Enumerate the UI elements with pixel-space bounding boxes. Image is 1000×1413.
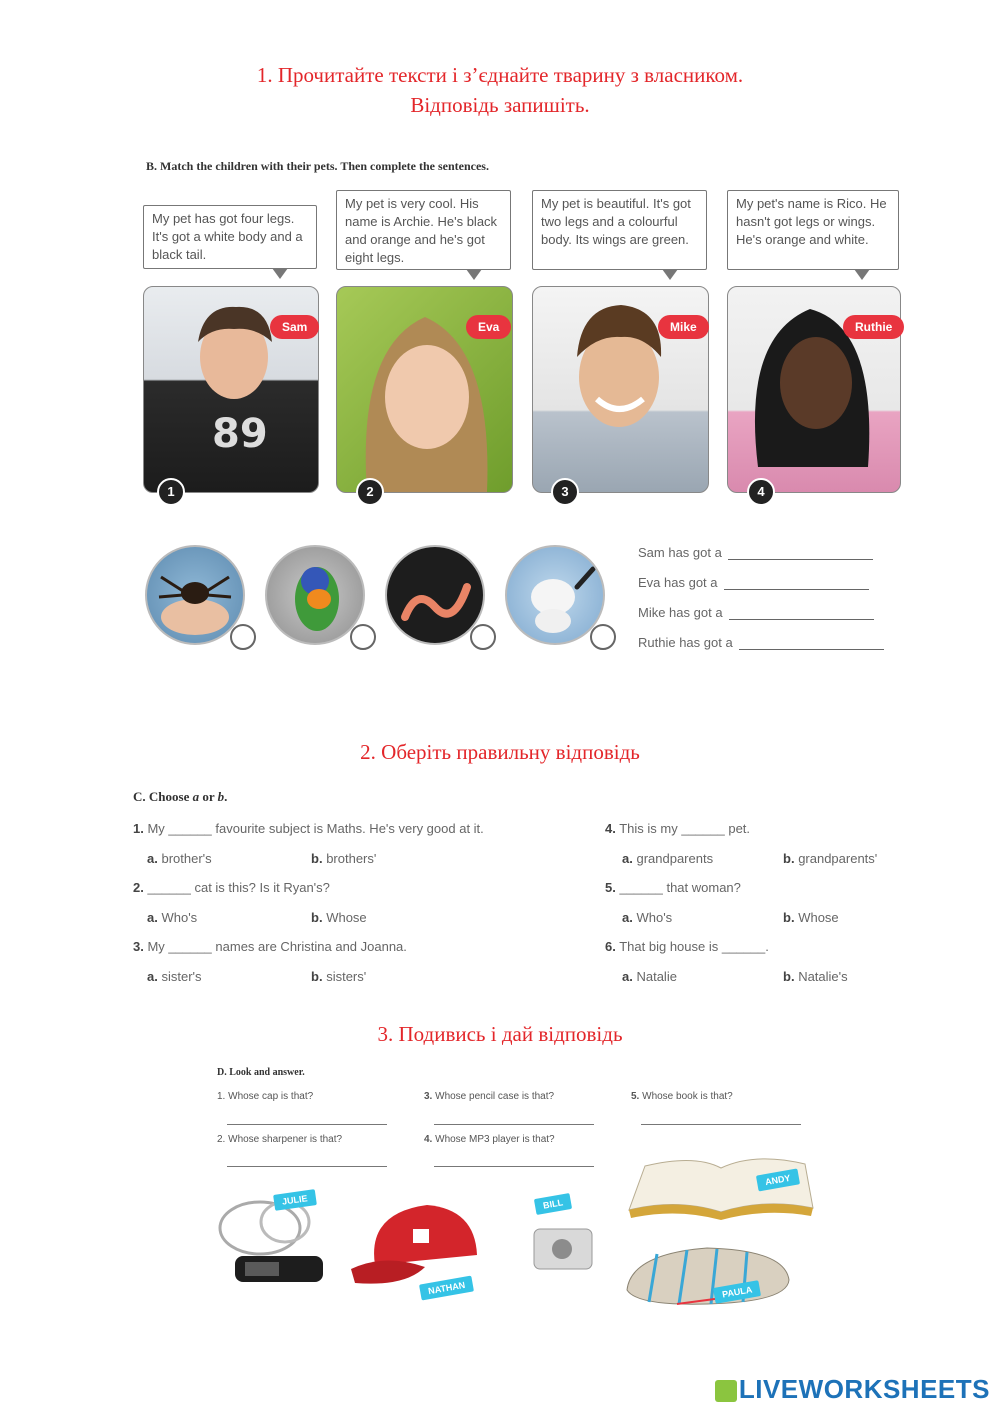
speech-bubble-mike: My pet is beautiful. It's got two legs and a colourful body. Its wings are green. xyxy=(532,190,707,270)
answer-blank-2[interactable] xyxy=(724,577,869,590)
name-tag-mike: Mike xyxy=(658,315,709,339)
look-answer-line-3[interactable] xyxy=(434,1124,594,1125)
answer-circle-dog[interactable] xyxy=(590,624,616,650)
number-badge-2: 2 xyxy=(356,478,384,506)
logo-mark-icon xyxy=(715,1380,737,1402)
question-3: 3. My ______ names are Christina and Joanna. xyxy=(133,939,407,954)
look-answer-line-1[interactable] xyxy=(227,1124,387,1125)
dog-icon xyxy=(507,547,603,643)
look-question-3: 3. Whose pencil case is that? xyxy=(424,1091,555,1102)
option-4a[interactable]: a. grandparents xyxy=(622,851,714,866)
name-tag-ruthie: Ruthie xyxy=(843,315,904,339)
parrot-icon xyxy=(267,547,363,643)
task3-title: 3. Подивись і дай відповідь xyxy=(377,1022,623,1046)
answer-blank-4[interactable] xyxy=(739,637,884,650)
question-2: 2. ______ cat is this? Is it Ryan's? xyxy=(133,880,330,895)
spider-icon xyxy=(147,547,243,643)
owner-tag-bill: BILL xyxy=(534,1193,572,1215)
speech-bubble-sam: My pet has got four legs. It's got a white body and a black tail. xyxy=(143,205,317,269)
option-2a[interactable]: a. Who's xyxy=(147,910,198,925)
option-5a[interactable]: a. Who's xyxy=(622,910,673,925)
sentence-3: Mike has got a xyxy=(638,605,874,620)
number-badge-3: 3 xyxy=(551,478,579,506)
speech-bubble-eva: My pet is very cool. His name is Archie. He's black and orange and he's got eight legs. xyxy=(336,190,511,270)
look-question-2: 2. Whose sharpener is that? xyxy=(217,1134,343,1145)
answer-circle-parrot[interactable] xyxy=(350,624,376,650)
option-3a[interactable]: a. sister's xyxy=(147,969,202,984)
number-badge-4: 4 xyxy=(747,478,775,506)
question-6: 6. That big house is ______. xyxy=(605,939,769,954)
option-6a[interactable]: a. Natalie xyxy=(622,969,677,984)
sentence-2: Eva has got a xyxy=(638,575,869,590)
sentence-1: Sam has got a xyxy=(638,545,873,560)
option-1b[interactable]: b. brothers' xyxy=(311,851,377,866)
owner-tag-julie: JULIE xyxy=(273,1189,316,1211)
pencil-case-icon xyxy=(617,1240,797,1310)
owner-tag-paula: PAULA xyxy=(713,1280,761,1304)
number-badge-1: 1 xyxy=(157,478,185,506)
task2-label: C. Choose a or b. xyxy=(133,789,228,804)
option-6b[interactable]: b. Natalie's xyxy=(783,969,848,984)
look-answer-line-4[interactable] xyxy=(434,1166,594,1167)
pet-snake xyxy=(385,545,485,645)
answer-circle-spider[interactable] xyxy=(230,624,256,650)
look-question-1: 1. Whose cap is that? xyxy=(217,1091,314,1102)
pet-parrot xyxy=(265,545,365,645)
look-answer-line-2[interactable] xyxy=(227,1166,387,1167)
speech-bubble-ruthie: My pet's name is Rico. He hasn't got legs or wings. He's orange and white. xyxy=(727,190,899,270)
task1-title-line2: Відповідь запишіть. xyxy=(410,93,590,117)
snake-icon xyxy=(387,547,483,643)
task3-label: D. Look and answer. xyxy=(217,1067,305,1078)
look-question-5: 5. Whose book is that? xyxy=(631,1091,733,1102)
look-answer-line-5[interactable] xyxy=(641,1124,801,1125)
option-4b[interactable]: b. grandparents' xyxy=(783,851,878,866)
option-3b[interactable]: b. sisters' xyxy=(311,969,367,984)
name-tag-eva: Eva xyxy=(466,315,511,339)
question-5: 5. ______ that woman? xyxy=(605,880,741,895)
option-1a[interactable]: a. brother's xyxy=(147,851,212,866)
option-5b[interactable]: b. Whose xyxy=(783,910,839,925)
answer-blank-1[interactable] xyxy=(728,547,873,560)
answer-circle-snake[interactable] xyxy=(470,624,496,650)
look-question-4: 4. Whose MP3 player is that? xyxy=(424,1134,555,1145)
option-2b[interactable]: b. Whose xyxy=(311,910,367,925)
task1-label: B. Match the children with their pets. Then complete the sentences. xyxy=(146,159,489,173)
task2-title: 2. Оберіть правильну відповідь xyxy=(360,740,640,764)
owner-tag-andy: ANDY xyxy=(756,1169,800,1192)
owner-tag-nathan: NATHAN xyxy=(419,1275,474,1300)
sharpener-icon xyxy=(528,1215,603,1280)
pet-spider xyxy=(145,545,245,645)
task1-title-line1: 1. Прочитайте тексти і з’єднайте тварину з власником. xyxy=(256,63,744,87)
sentence-4: Ruthie has got a xyxy=(638,635,884,650)
liveworksheets-logo[interactable]: LIVEWORKSHEETS xyxy=(715,1374,990,1405)
name-tag-sam: Sam xyxy=(270,315,319,339)
answer-blank-3[interactable] xyxy=(729,607,874,620)
svg-text:89: 89 xyxy=(212,411,268,457)
book-icon xyxy=(625,1150,815,1225)
question-4: 4. This is my ______ pet. xyxy=(605,821,751,836)
question-1: 1. My ______ favourite subject is Maths. He's very good at it. xyxy=(133,821,484,836)
pet-dog xyxy=(505,545,605,645)
